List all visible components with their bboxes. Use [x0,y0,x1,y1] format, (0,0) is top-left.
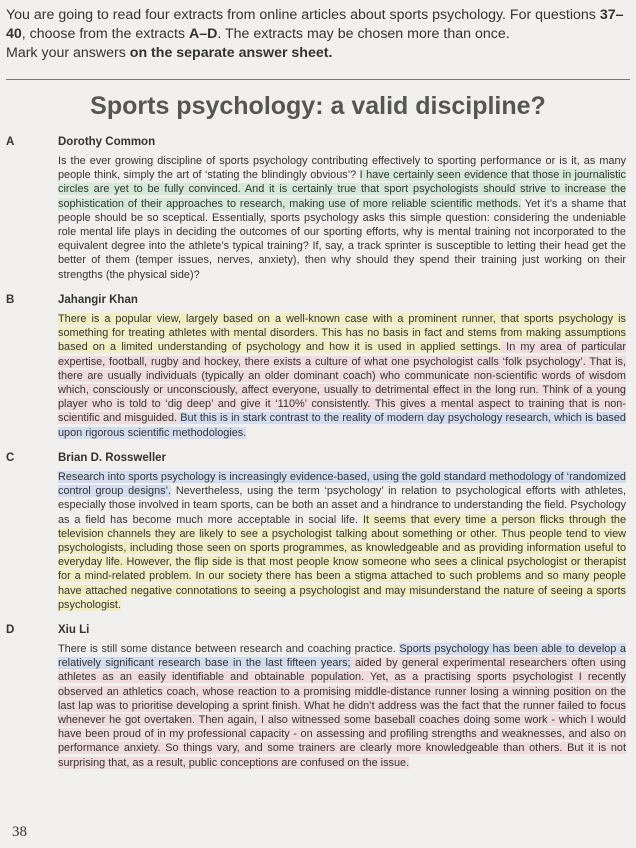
extract-letter: B [6,294,15,306]
extract-author: Dorothy Common [58,136,156,148]
highlighted-text: Research into sports psychology is increasingly evidence-based, using the gold standard methodology of ‘randomized control group designs’. [58,471,626,498]
highlighted-text: There is a popular view, largely based on a well-known case with a prominent runner, that sports psychology is something for treating athletes with mental disorders. This has no basis in fact and stems from making assumptions based on a limited understanding of psychology and how it is used in applied settings. [58,313,626,354]
highlighted-text: It seems that every time a person flicks through the television channels they are likely to see a psychologist talking about something or other. Thus people tend to view psychologists, including those seen on sports programmes, as knowledgeable and as providing information useful to everyday life. However, the flip side is that most people know someone who sees a clinical psychologist or therapist for a mind-related problem. In our society there has been a stigma attached to such problems and so many people have attached negative connotations to seeing a psychologist and may misunderstand the nature of seeing a sports psychologist. [58,513,627,611]
article-title: Sports psychology: a valid discipline? [90,92,546,120]
extract-body [58,312,626,440]
extract-author: Xiu Li [58,624,90,636]
page-number: 38 [12,824,27,840]
extract-text: Nevertheless, using the term ‘psychology’ in relation to psychological efforts with athletes, especially those involved in team sports, can be both an asset and a hindrance to understanding the field. Psychology as a field has become much more acceptable in social life. [58,485,626,526]
extract-body [58,642,626,770]
extract-letter: D [6,624,15,636]
highlighted-text: Sports psychology has been able to develop a relatively significant research base in the last fifteen years; [58,643,626,670]
divider-line [6,79,630,80]
instructions-text-1: You are going to read four extracts from online articles about sports psychology. For questions [6,7,600,23]
extract-body [58,470,626,612]
extract-author: Brian D. Rossweller [58,452,167,464]
highlighted-text: But this is in stark contrast to the reality of modern day psychology research, which is based upon rigorous scientific methodologies. [58,412,626,439]
instructions-text-3: . The extracts may be chosen more than once. [217,26,510,42]
highlighted-text: aided by general experimental researchers often using athletes as an easily identifiable and obtainable population. Yet, as a practising sports psychologist I recently observed an athletics coach, whose reaction to a promising middle-distance runner losing a winning position on the last lap was to prioritise developing a sprint finish. What he didn’t address was the fact that the runner failed to focus whenever he got overtaken. Then again, I also witnessed some baseball coaches doing some work - which I would have been proud of in my professional capacity - on assessing and profiling strengths and weaknesses, and also on performance anxiety. So things vary, and some trainers are clearly more knowledgeable than others. But it is not surprising that, as a result, public conceptions are confused on the issue. [58,657,626,769]
extract-text: Yet it’s a shame that people should be so sceptical. Essentially, sports psychology asks this simple question: considering the undeniable role mental life plays in deciding the outcomes of our sporting efforts, why is mental training not incorporated to the equivalent degree into the athlete’s typical training? If, say, a track sprinter is susceptible to letting their head get the better of them (temper issues, nerves, anxiety), then why should they spend their training just working on their strengths (the physical side)? [58,197,626,281]
question-range: 37–40 [6,7,624,42]
extract-letter-range: A–D [188,26,218,42]
extract-letter: C [6,452,15,464]
highlighted-text: I have certainly seen evidence that those in journalistic circles are yet to be fully convinced. And it is certainly true that sport psychologists should strive to increase the sophistication of their approaches to research, making use of more reliable scientific methods. [58,169,627,210]
answer-sheet-note: on the separate answer sheet. [129,45,333,61]
instructions-text-2: , choose from the extracts [21,26,189,42]
extract-letter: A [6,136,15,148]
extract-text: Is the ever growing discipline of sports psychology contributing effectively to sporting performance or is it, as many people think, simply the art of ‘stating the blindingly obvious’? [58,155,626,182]
extract-author: Jahangir Khan [58,294,138,306]
instructions-text-4: Mark your answers [6,45,130,61]
extract-body [58,154,626,282]
instructions [6,6,628,63]
extract-text: There is still some distance between research and coaching practice. [58,643,400,655]
highlighted-text: In my area of particular expertise, football, rugby and hockey, there exists a culture of what one psychologist calls ‘folk psychology’. That is, there are usually individuals (typically an older dominant coach) who communicate non-scientific words of wisdom which, consciously or unconsciously, affect everyone, usually to detrimental effect in the long run. Think of a young player who is told to ‘dig deep’ and give it ‘110%’ consistently. This gives a mental aspect to training that is non-scientific and misguided. [58,341,626,425]
